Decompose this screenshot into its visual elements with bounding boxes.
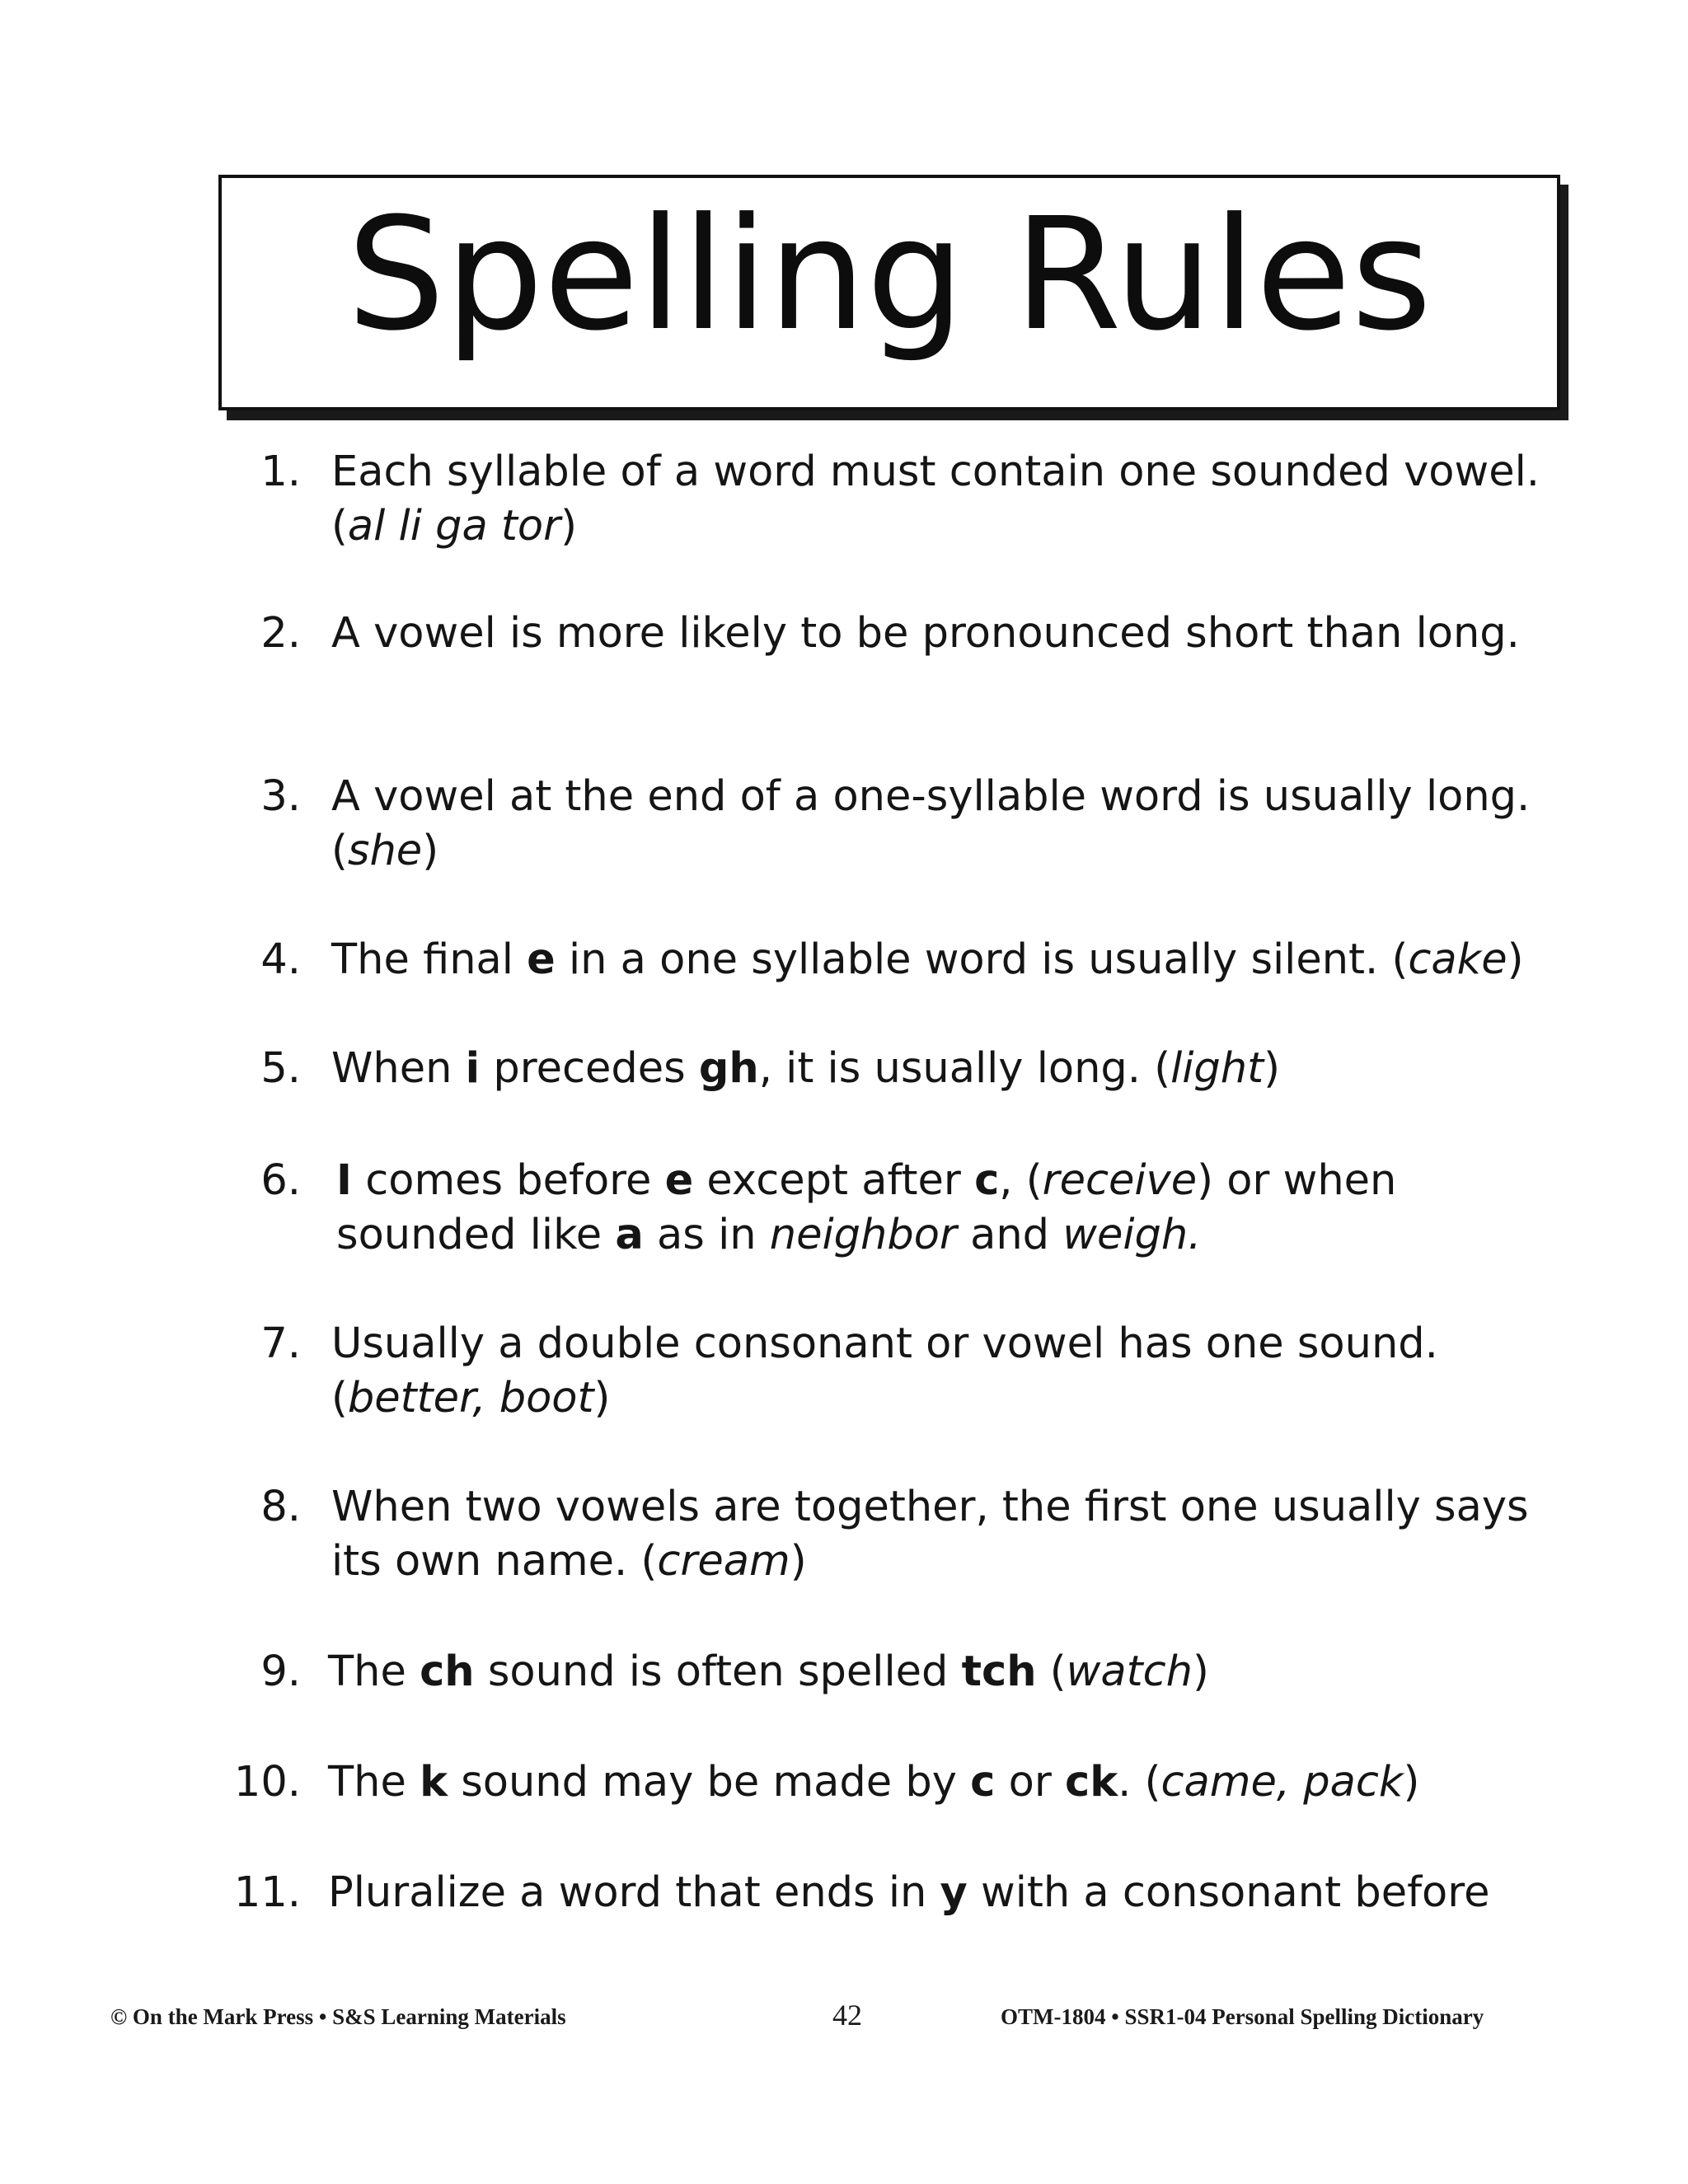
footer-product-code: OTM-1804 • SSR1-04 Personal Spelling Dictionary (1001, 2004, 1484, 2029)
rule-example: receive (1042, 1156, 1198, 1205)
rule-number: 11. (233, 1868, 301, 1917)
rule-number: 5. (260, 1044, 301, 1093)
rule-number: 3. (260, 772, 301, 821)
rule-example: cream (657, 1537, 790, 1586)
rule-number: 9. (260, 1647, 301, 1696)
rule-text: Pluralize a word that ends in y with a consonant before (328, 1868, 1490, 1917)
page-number: 42 (832, 1999, 862, 2032)
footer-copyright: © On the Mark Press • S&S Learning Materials (110, 2004, 566, 2029)
rule-number: 10. (233, 1758, 301, 1807)
rule-text: A vowel is more likely to be pronounced short than long. (331, 609, 1520, 658)
rule-number: 1. (260, 448, 301, 496)
rule-example: light (1170, 1044, 1264, 1093)
rule-number: 4. (260, 935, 301, 984)
rule-text: Usually a double consonant or vowel has one sound. (better, boot) (331, 1319, 1438, 1422)
rule-number: 7. (260, 1319, 301, 1368)
rule-text: The ch sound is often spelled tch (watch) (328, 1647, 1209, 1696)
rule-text: The k sound may be made by c or ck. (came, pack) (328, 1758, 1420, 1807)
rule-example: she (347, 827, 423, 875)
rule-example: cake (1408, 935, 1507, 984)
rule-example: watch (1066, 1647, 1193, 1696)
rule-number: 6. (260, 1156, 301, 1205)
page-title: Spelling Rules (346, 185, 1432, 365)
rule-text: A vowel at the end of a one-syllable word is usually long. (she) (331, 772, 1531, 875)
rule-text: The final e in a one syllable word is usually silent. (cake) (331, 935, 1524, 984)
title-box (218, 175, 1560, 410)
rule-number: 8. (260, 1483, 301, 1531)
rule-example: came, pack (1160, 1758, 1404, 1807)
rule-number: 2. (260, 609, 301, 658)
rule-text: I comes before e except after c, (receive) or when sounded like a as in neighbor and weigh. (336, 1156, 1397, 1259)
rule-example: better, boot (347, 1374, 594, 1422)
rule-example: al li ga tor (347, 502, 561, 551)
rule-text: When two vowels are together, the first one usually says its own name. (cream) (331, 1483, 1529, 1586)
rule-text: Each syllable of a word must contain one sounded vowel. (al li ga tor) (331, 448, 1540, 551)
rule-text: When i precedes gh, it is usually long. (light) (331, 1044, 1281, 1093)
